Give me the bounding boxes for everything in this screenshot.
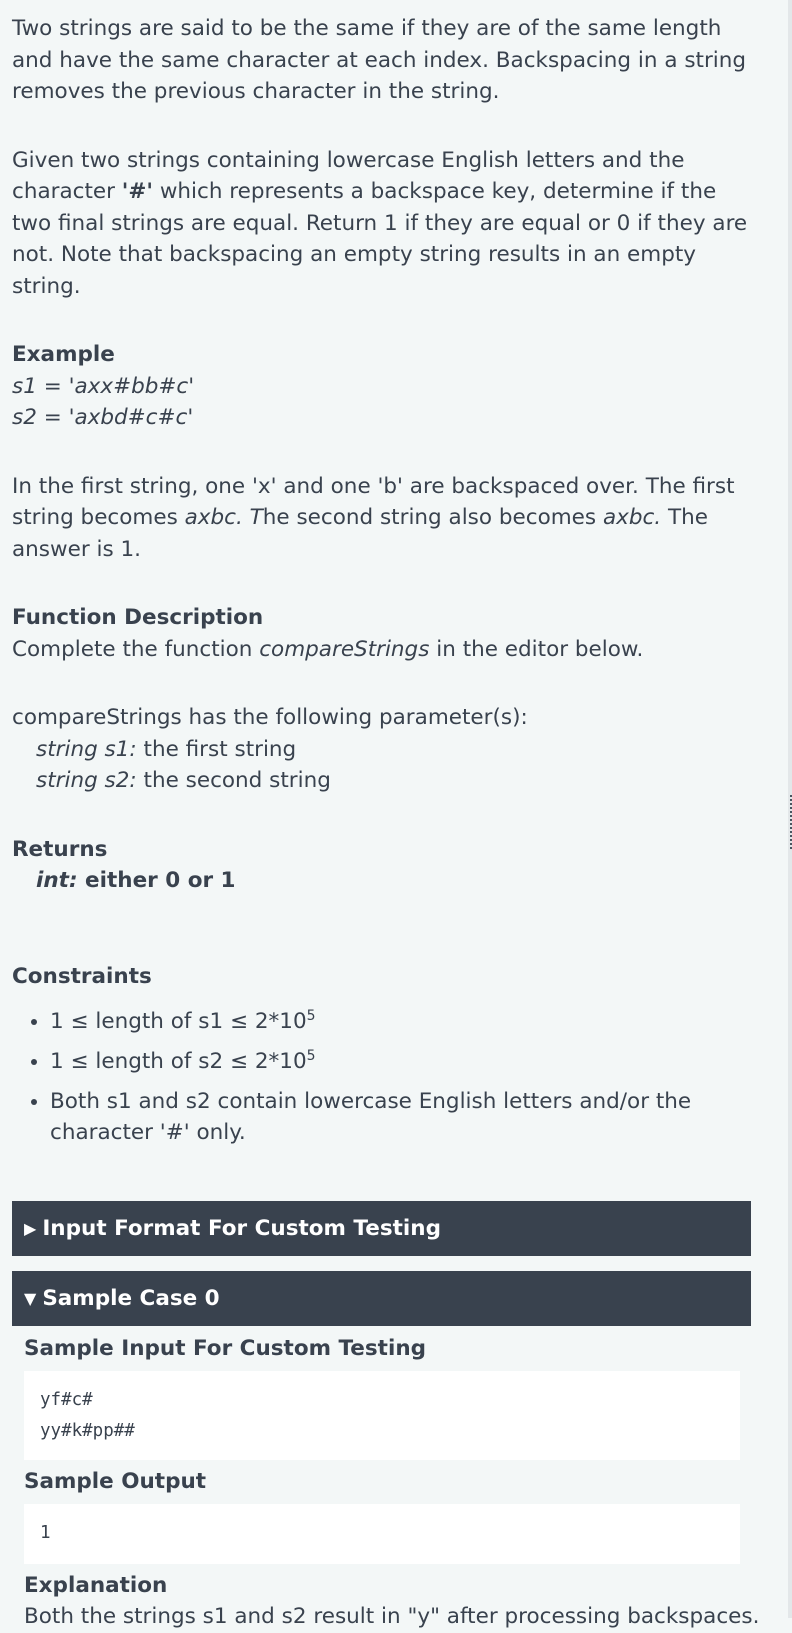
sample-output-value: 1: [40, 1523, 51, 1543]
returns-heading: Returns: [12, 836, 108, 862]
explanation-text: Both the strings s1 and s2 result in "y" after processing backspaces.: [24, 1604, 760, 1629]
expl-text: he second string also becomes: [262, 505, 603, 530]
sample-input-heading: Sample Input For Custom Testing: [24, 1336, 427, 1361]
sample-input-line: yy#k#pp##: [40, 1421, 135, 1441]
constraint-text: Both s1 and s2 contain lowercase English letters and/or the character '#' only.: [50, 1089, 692, 1145]
param-s1: [12, 734, 754, 766]
hash-char: '#': [121, 179, 153, 204]
constraint-item: [50, 1086, 754, 1148]
intro-paragraph-1: Two strings are said to be the same if they are of the same length and have the same character at each index. Backspacing in a string removes the previous character in the string.: [12, 16, 747, 104]
example-s2: s2 = 'axbd#c#c': [12, 405, 194, 430]
example-explanation: [12, 471, 754, 566]
sample-case-0-toggle[interactable]: [12, 1271, 751, 1326]
expl-text: The answer is 1.: [12, 505, 708, 562]
sample-output-box: [24, 1504, 740, 1564]
param-name: string s1:: [36, 736, 137, 762]
fn-text: in the editor below.: [429, 636, 644, 662]
problem-statement: [12, 13, 754, 1157]
constraint-exponent: 5: [306, 1047, 316, 1064]
intro-paragraph-2: [12, 145, 754, 303]
example-heading: Example: [12, 342, 115, 367]
expl-italic: axbc.: [602, 505, 662, 530]
input-format-section-toggle[interactable]: [12, 1201, 751, 1256]
fn-text: Complete the function: [12, 636, 260, 662]
sample-input-box: [24, 1371, 740, 1460]
fn-name: compareStrings: [259, 636, 430, 662]
params-intro: compareStrings has the following parameter(s):: [12, 705, 528, 730]
param-desc: the second string: [136, 768, 331, 793]
constraints-heading: Constraints: [12, 963, 152, 989]
sample-output-heading: Sample Output: [24, 1469, 207, 1494]
function-heading: Function Description: [12, 605, 264, 630]
expl-italic: axbc. T: [184, 505, 263, 530]
intro-text-rest: which represents a backspace key, determine if the two final strings are equal. Return 1 if they are equal or 0 if they are not. Note that backspacing an empty string results in an empty string.: [12, 179, 748, 299]
return-desc: either 0 or 1: [77, 868, 236, 893]
intro-text: Given two strings containing lowercase English letters and the character: [12, 147, 685, 204]
constraint-text: 1 ≤ length of s1 ≤ 2*10: [50, 1009, 307, 1034]
return-type: int:: [36, 868, 78, 893]
returns-desc: [12, 865, 754, 897]
constraint-exponent: 5: [306, 1007, 316, 1024]
function-desc: [12, 634, 754, 666]
explanation-heading: Explanation: [24, 1573, 168, 1598]
triangle-right-icon: ▶: [24, 1218, 37, 1238]
param-desc: the first string: [136, 736, 297, 762]
constraint-item: [50, 1046, 754, 1077]
constraint-item: [50, 1006, 754, 1037]
section-label: Sample Case 0: [42, 1285, 220, 1311]
param-s2: [12, 765, 754, 797]
constraints-list: [12, 1006, 754, 1148]
expl-text: In the first string, one 'x' and one 'b' are backspaced over. The first string becomes: [12, 473, 735, 530]
constraint-text: 1 ≤ length of s2 ≤ 2*10: [50, 1049, 307, 1074]
triangle-down-icon: ▼: [24, 1288, 37, 1308]
section-label: Input Format For Custom Testing: [42, 1215, 441, 1241]
example-s1: s1 = 'axx#bb#c': [12, 373, 195, 399]
param-name: string s2:: [36, 768, 137, 793]
sample-input-line: yf#c#: [40, 1390, 93, 1410]
